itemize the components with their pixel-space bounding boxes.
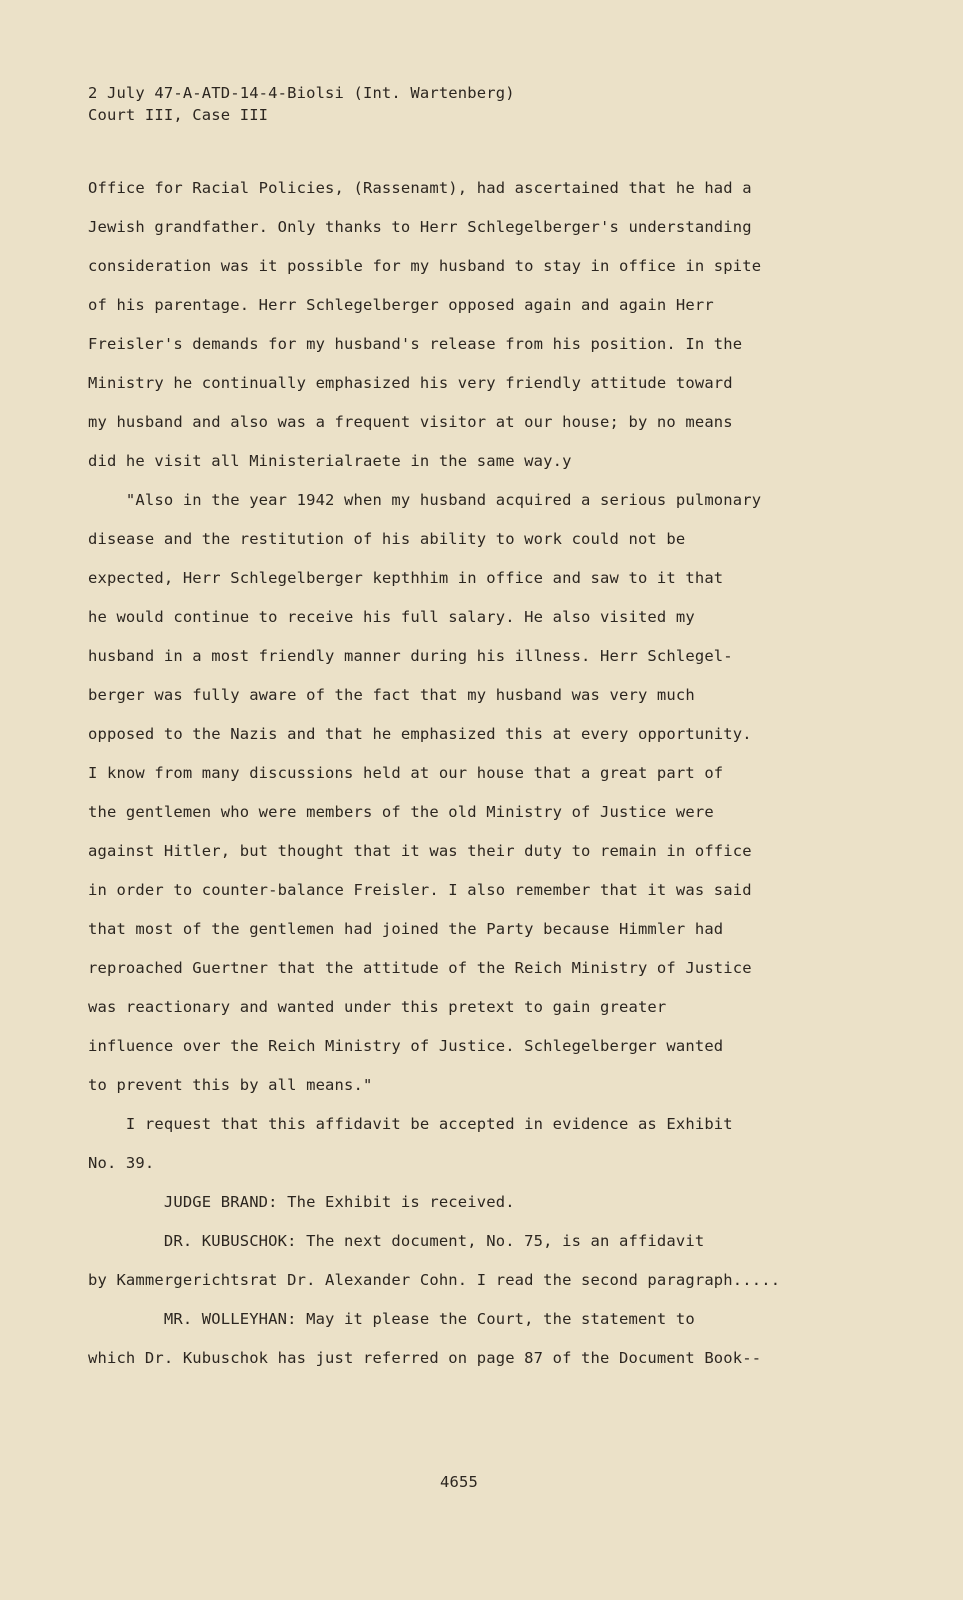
text-line: opposed to the Nazis and that he emphasized this at every opportunity. xyxy=(88,725,752,743)
text-line: Ministry he continually emphasized his very friendly attitude toward xyxy=(88,374,733,392)
text-line: my husband and also was a frequent visitor at our house; by no means xyxy=(88,413,733,431)
text-line: the gentlemen who were members of the old Ministry of Justice were xyxy=(88,803,714,821)
text-line: Office for Racial Policies, (Rassenamt), had ascertained that he had a xyxy=(88,179,752,197)
page-number: 4655 xyxy=(440,1473,478,1491)
text-line: No. 39. xyxy=(88,1154,155,1172)
text-line: in order to counter-balance Freisler. I also remember that it was said xyxy=(88,881,752,899)
text-line: against Hitler, but thought that it was their duty to remain in office xyxy=(88,842,752,860)
text-line: disease and the restitution of his ability to work could not be xyxy=(88,530,686,548)
text-line: which Dr. Kubuschok has just referred on page 87 of the Document Book-- xyxy=(88,1349,762,1367)
text-line: I know from many discussions held at our house that a great part of xyxy=(88,764,724,782)
text-line: of his parentage. Herr Schlegelberger opposed again and again Herr xyxy=(88,296,714,314)
header-reference: 2 July 47-A-ATD-14-4-Biolsi (Int. Wartenberg) xyxy=(88,84,515,102)
text-line: did he visit all Ministerialraete in the same way.y xyxy=(88,452,572,470)
text-line: I request that this affidavit be accepted in evidence as Exhibit xyxy=(88,1115,733,1133)
header-court: Court III, Case III xyxy=(88,106,269,124)
text-line: berger was fully aware of the fact that my husband was very much xyxy=(88,686,695,704)
text-line: Freisler's demands for my husband's release from his position. In the xyxy=(88,335,743,353)
text-line: to prevent this by all means." xyxy=(88,1076,373,1094)
text-line: was reactionary and wanted under this pretext to gain greater xyxy=(88,998,667,1016)
text-line: consideration was it possible for my husband to stay in office in spite xyxy=(88,257,762,275)
text-line: JUDGE BRAND: The Exhibit is received. xyxy=(88,1193,515,1211)
text-line: Jewish grandfather. Only thanks to Herr Schlegelberger's understanding xyxy=(88,218,752,236)
text-line: expected, Herr Schlegelberger kepthhim in office and saw to it that xyxy=(88,569,724,587)
text-line: MR. WOLLEYHAN: May it please the Court, the statement to xyxy=(88,1310,695,1328)
text-line: influence over the Reich Ministry of Justice. Schlegelberger wanted xyxy=(88,1037,724,1055)
text-line: DR. KUBUSCHOK: The next document, No. 75, is an affidavit xyxy=(88,1232,705,1250)
text-line: he would continue to receive his full salary. He also visited my xyxy=(88,608,695,626)
text-line: that most of the gentlemen had joined the Party because Himmler had xyxy=(88,920,724,938)
text-line: by Kammergerichtsrat Dr. Alexander Cohn. I read the second paragraph..... xyxy=(88,1271,781,1289)
text-line: reproached Guertner that the attitude of the Reich Ministry of Justice xyxy=(88,959,752,977)
text-line: "Also in the year 1942 when my husband acquired a serious pulmonary xyxy=(88,491,762,509)
text-line: husband in a most friendly manner during his illness. Herr Schlegel- xyxy=(88,647,733,665)
